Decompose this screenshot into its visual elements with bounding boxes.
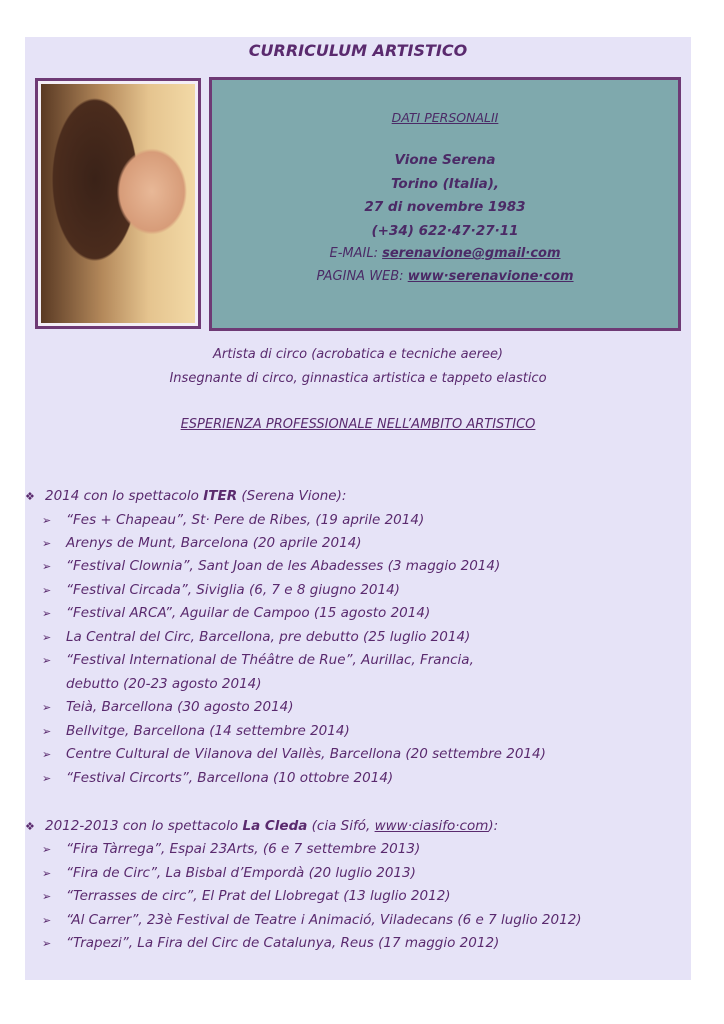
arrow-bullet-icon: ➢ (42, 514, 52, 527)
list-item-continuation: debutto (20-23 agosto 2014) (66, 676, 262, 692)
arrow-bullet-icon: ➢ (42, 537, 52, 550)
company-website-link[interactable]: www·ciasifo·com (374, 818, 489, 834)
arrow-bullet-icon: ➢ (42, 937, 52, 950)
list-item: ➢ Bellvitge, Barcellona (14 settembre 2014) (42, 723, 350, 739)
email-label: E-MAIL: (329, 246, 378, 261)
arrow-bullet-icon: ➢ (42, 843, 52, 856)
arrow-bullet-icon: ➢ (42, 607, 52, 620)
person-name: Vione Serena (394, 152, 496, 168)
person-phone: (+34) 622·47·27·11 (371, 223, 519, 239)
arrow-bullet-icon: ➢ (42, 584, 52, 597)
group-heading-iter: ❖ 2014 con lo spettacolo ITER (Serena Vione): (25, 488, 347, 504)
group-heading-la-cleda: ❖ 2012-2013 con lo spettacolo La Cleda (cia Sifó, www·ciasifo·com): (25, 818, 499, 834)
diamond-bullet-icon: ❖ (25, 820, 35, 833)
list-item: ➢ “Al Carrer”, 23è Festival de Teatre i Animació, Viladecans (6 e 7 luglio 2012) (42, 912, 582, 928)
arrow-bullet-icon: ➢ (42, 654, 52, 667)
arrow-bullet-icon: ➢ (42, 701, 52, 714)
email-line (212, 246, 678, 261)
cv-page (25, 37, 691, 980)
website-label: PAGINA WEB: (316, 269, 404, 284)
portrait-photo (41, 84, 195, 323)
list-item: ➢ “Festival Clownia”, Sant Joan de les Abadesses (3 maggio 2014) (42, 558, 501, 574)
tagline-teacher: Insegnante di circo, ginnastica artistica e tappeto elastico (169, 371, 547, 386)
arrow-bullet-icon: ➢ (42, 748, 52, 761)
arrow-bullet-icon: ➢ (42, 914, 52, 927)
tagline-artist: Artista di circo (acrobatica e tecniche aeree) (212, 347, 504, 362)
list-item: ➢ Arenys de Munt, Barcelona (20 aprile 2014) (42, 535, 362, 551)
arrow-bullet-icon: ➢ (42, 867, 52, 880)
list-item: ➢ “Festival ARCA”, Aguilar de Campoo (15 agosto 2014) (42, 605, 431, 621)
list-item: ➢ “Fira Tàrrega”, Espai 23Arts, (6 e 7 settembre 2013) (42, 841, 421, 857)
email-link[interactable]: serenavione@gmail·com (382, 246, 561, 261)
portrait-frame (35, 78, 201, 329)
experience-title: ESPERIENZA PROFESSIONALE NELL’AMBITO ARTISTICO (180, 417, 536, 432)
list-item: ➢ “Terrasses de circ”, El Prat del Llobregat (13 luglio 2012) (42, 888, 451, 904)
personal-data-box (209, 77, 681, 331)
arrow-bullet-icon: ➢ (42, 772, 52, 785)
arrow-bullet-icon: ➢ (42, 560, 52, 573)
list-item: ➢ Centre Cultural de Vilanova del Vallès, Barcellona (20 settembre 2014) (42, 746, 546, 762)
list-item: ➢ “Festival Circada”, Siviglia (6, 7 e 8 giugno 2014) (42, 582, 400, 598)
list-item: ➢ Teià, Barcellona (30 agosto 2014) (42, 699, 294, 715)
list-item: ➢ “Festival International de Théâtre de Rue”, Aurillac, Francia, (42, 652, 474, 668)
list-item: ➢ “Festival Circorts”, Barcellona (10 ottobre 2014) (42, 770, 394, 786)
list-item: ➢ “Fira de Circ”, La Bisbal d’Empordà (20 luglio 2013) (42, 865, 416, 881)
person-birthdate: 27 di novembre 1983 (364, 199, 526, 215)
personal-section-title: DATI PERSONALII (391, 110, 499, 125)
page-title: CURRICULUM ARTISTICO (248, 41, 468, 60)
list-item: ➢ La Central del Circ, Barcellona, pre debutto (25 luglio 2014) (42, 629, 471, 645)
list-item: ➢ “Trapezi”, La Fira del Circ de Catalunya, Reus (17 maggio 2012) (42, 935, 500, 951)
arrow-bullet-icon: ➢ (42, 725, 52, 738)
website-line (212, 269, 678, 284)
list-item: ➢ “Fes + Chapeau”, St· Pere de Ribes, (19 aprile 2014) (42, 512, 425, 528)
website-link[interactable]: www·serenavione·com (407, 269, 574, 284)
diamond-bullet-icon: ❖ (25, 490, 35, 503)
arrow-bullet-icon: ➢ (42, 631, 52, 644)
person-city: Torino (Italia), (390, 176, 500, 192)
arrow-bullet-icon: ➢ (42, 890, 52, 903)
